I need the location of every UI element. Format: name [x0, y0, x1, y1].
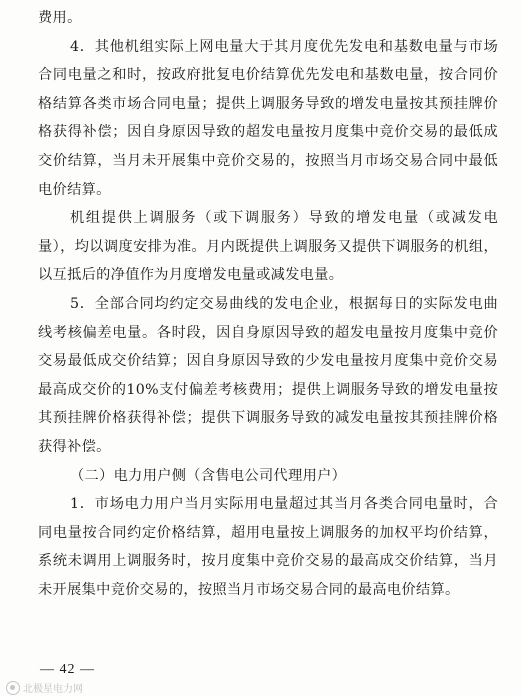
page-number: — 42 — — [40, 662, 95, 677]
watermark-logo-icon — [6, 681, 20, 695]
paragraph-5: 1．市场电力用户当月实际用电量超过其当月各类合同电量时，合同电量按合同约定价格结算，超用电量按上调服务的加权平均价结算，系统未调用上调服务时，按月度集中竞价交易的最高成交价结算，当月未开展集中竞价交易的，按照当月市场交易合同的最高电价结算。 — [38, 496, 498, 598]
watermark-text: 北极星电力网 — [23, 684, 83, 695]
paragraph-1: 费用。 — [38, 10, 82, 26]
paragraph-4: 5．全部合同均约定交易曲线的发电企业，根据每日的实际发电曲线考核偏差电量。各时段，因自身原因导致的超发电量按月度集中竞价交易最低成交价结算；因自身原因导致的少发电量按月度集中竞价交易最高成交价的10%支付偏差考核费用；提供上调服务导致的增发电量按其预挂牌价格获得补偿；提供下调服务导致的减发电量按其预挂牌价格获得补偿。 — [38, 295, 498, 455]
paragraph-3: 机组提供上调服务（或下调服务）导致的增发电量（或减发电量），均以调度安排为准。月内既提供上调服务又提供下调服务的机组，以互抵后的净值作为月度增发电量或减发电量。 — [38, 210, 498, 284]
paragraph-2: 4．其他机组实际上网电量大于其月度优先发电和基数电量与市场合同电量之和时，按政府批复电价结算优先发电和基数电量，按合同价格结算各类市场合同电量；提供上调服务导致的增发电量按其预挂牌价格获得补偿；因自身原因导致的超发电量按月度集中竞价交易的最低成交价结算，当月未开展集中竞价交易的，按照当月市场交易合同中最低电价结算。 — [38, 38, 498, 198]
watermark — [6, 680, 83, 695]
document-body — [38, 4, 498, 604]
section-heading: （二）电力用户侧（含售电公司代理用户） — [70, 467, 347, 484]
